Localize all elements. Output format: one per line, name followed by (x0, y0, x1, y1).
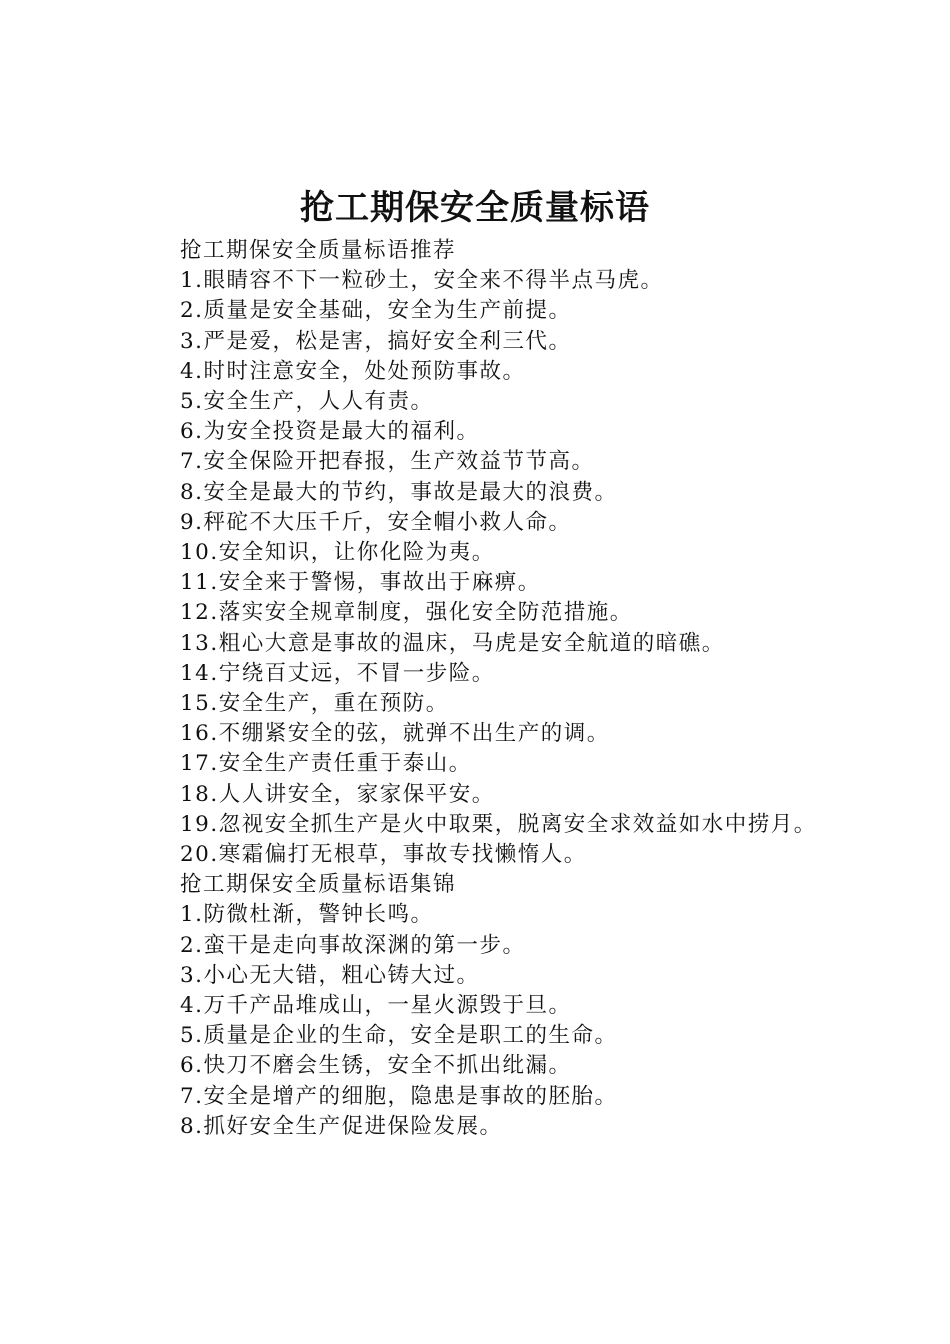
paragraph: 14.宁绕百丈远，不冒一步险。 (180, 660, 495, 686)
paragraph: 17.安全生产责任重于泰山。 (180, 751, 472, 777)
paragraph: 18.人人讲安全，家家保平安。 (180, 781, 495, 807)
paragraph: 2.质量是安全基础，安全为生产前提。 (180, 298, 572, 324)
paragraph: 3.小心无大错，粗心铸大过。 (180, 962, 480, 988)
paragraph: 12.落实安全规章制度，强化安全防范措施。 (180, 600, 633, 626)
paragraph: 4.万千产品堆成山，一星火源毁于旦。 (180, 993, 572, 1019)
paragraph: 10.安全知识，让你化险为夷。 (180, 540, 495, 566)
paragraph: 7.安全是增产的细胞，隐患是事故的胚胎。 (180, 1083, 618, 1109)
paragraph: 11.安全来于警惕，事故出于麻痹。 (180, 570, 541, 596)
paragraph: 6.为安全投资是最大的福利。 (180, 419, 480, 445)
paragraph: 8.安全是最大的节约，事故是最大的浪费。 (180, 479, 618, 505)
paragraph: 13.粗心大意是事故的温床，马虎是安全航道的暗礁。 (180, 630, 725, 656)
document-body (130, 236, 835, 1142)
paragraph: 1.防微杜渐，警钟长鸣。 (180, 902, 434, 928)
paragraph: 5.安全生产，人人有责。 (180, 389, 434, 415)
document-title: 抢工期保安全质量标语 (300, 188, 650, 228)
paragraph: 8.抓好安全生产促进保险发展。 (180, 1113, 503, 1139)
paragraph: 4.时时注意安全，处处预防事故。 (180, 358, 526, 384)
paragraph: 6.快刀不磨会生锈，安全不抓出纰漏。 (180, 1053, 572, 1079)
paragraph: 抢工期保安全质量标语集锦 (180, 872, 457, 898)
paragraph: 1.眼睛容不下一粒砂土，安全来不得半点马虎。 (180, 268, 664, 294)
paragraph: 9.秤砣不大压千斤，安全帽小救人命。 (180, 509, 572, 535)
paragraph: 15.安全生产，重在预防。 (180, 691, 449, 717)
paragraph: 3.严是爱，松是害，搞好安全利三代。 (180, 328, 572, 354)
paragraph: 抢工期保安全质量标语推荐 (180, 238, 457, 263)
paragraph: 16.不绷紧安全的弦，就弹不出生产的调。 (180, 721, 610, 747)
paragraph: 2.蛮干是走向事故深渊的第一步。 (180, 932, 526, 958)
paragraph: 5.质量是企业的生命，安全是职工的生命。 (180, 1023, 618, 1049)
paragraph: 19.忽视安全抓生产是火中取栗，脱离安全求效益如水中捞月。 (180, 811, 817, 837)
paragraph: 7.安全保险开把春报，生产效益节节高。 (180, 449, 595, 475)
paragraph: 20.寒霜偏打无根草，事故专找懒惰人。 (180, 842, 587, 868)
